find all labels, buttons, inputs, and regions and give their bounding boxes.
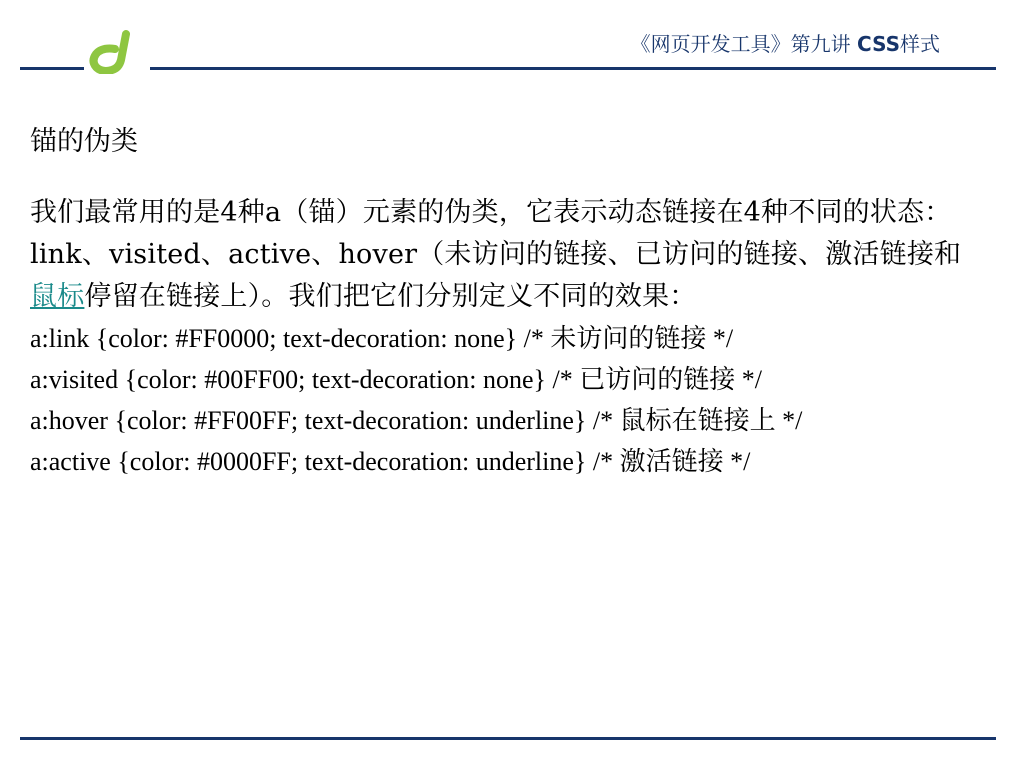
slide-header-title bbox=[631, 28, 940, 57]
footer-rule bbox=[20, 737, 996, 740]
intro-paragraph bbox=[30, 192, 965, 318]
section-heading: 锚的伪类 bbox=[30, 126, 138, 157]
mouse-link[interactable]: 鼠标 bbox=[30, 281, 85, 312]
header-title-cn-tail: 样式 bbox=[900, 32, 940, 56]
header-rule-right bbox=[150, 67, 996, 70]
header-rule-left bbox=[20, 67, 84, 70]
header-title-cn: 《网页开发工具》第九讲 bbox=[630, 32, 858, 56]
intro-text-before-link: 我们最常用的是4种a（锚）元素的伪类，它表示动态链接在4种不同的状态：link、visited、active、hover（未访问的链接、已访问的链接、激活链接和 bbox=[30, 197, 962, 270]
code-line-active: a:active {color: #0000FF; text-decoration: underline} /* 激活链接 */ bbox=[30, 447, 751, 476]
slide-content bbox=[30, 122, 965, 482]
css-code-block bbox=[30, 318, 965, 482]
dreamweaver-logo-icon bbox=[88, 30, 140, 74]
intro-text-after-link: 停留在链接上）。我们把它们分别定义不同的效果： bbox=[84, 281, 697, 312]
code-line-hover: a:hover {color: #FF00FF; text-decoration: underline} /* 鼠标在链接上 */ bbox=[30, 406, 803, 435]
code-line-visited: a:visited {color: #00FF00; text-decoration: none} /* 已访问的链接 */ bbox=[30, 365, 762, 394]
code-line-link: a:link {color: #FF0000; text-decoration: none} /* 未访问的链接 */ bbox=[30, 324, 734, 353]
header-title-latin: CSS bbox=[857, 32, 900, 56]
